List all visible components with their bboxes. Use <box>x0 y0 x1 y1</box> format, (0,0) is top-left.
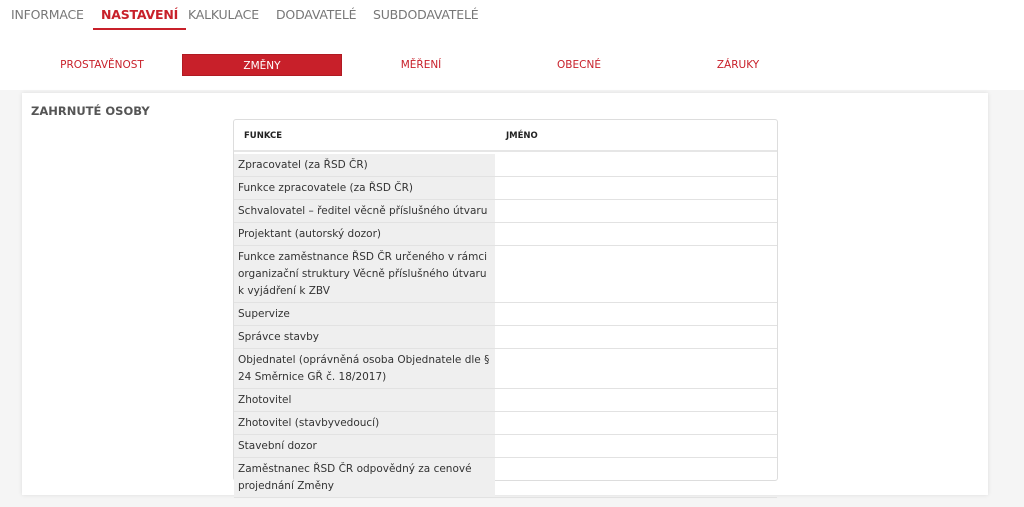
table-row <box>234 177 777 200</box>
cell-jmeno[interactable] <box>495 154 777 176</box>
cell-funkce: Schvalovatel – ředitel věcně příslušného útvaru <box>234 200 495 222</box>
table-row <box>234 223 777 246</box>
cell-jmeno[interactable] <box>495 326 777 348</box>
included-persons-card <box>22 93 988 495</box>
sub-nav <box>0 40 1024 90</box>
header-funkce: FUNKCE <box>244 131 283 141</box>
subtab-zaruky[interactable]: ZÁRUKY <box>716 59 760 71</box>
top-nav <box>0 0 1024 40</box>
header-jmeno: JMÉNO <box>506 131 538 141</box>
table-row <box>234 349 777 389</box>
table-row <box>234 200 777 223</box>
subtab-mereni[interactable]: MĚŘENÍ <box>400 59 442 71</box>
table-row <box>234 389 777 412</box>
persons-table <box>233 119 778 492</box>
table-header <box>234 120 777 152</box>
cell-jmeno[interactable] <box>495 200 777 222</box>
cell-jmeno[interactable] <box>495 412 777 434</box>
cell-jmeno[interactable] <box>495 349 777 388</box>
subtab-obecne[interactable]: OBECNÉ <box>557 59 601 71</box>
cell-jmeno[interactable] <box>495 389 777 411</box>
cell-jmeno[interactable] <box>495 246 777 302</box>
cell-funkce: Projektant (autorský dozor) <box>234 223 495 245</box>
cell-funkce: Zhotovitel <box>234 389 495 411</box>
table-row <box>234 154 777 177</box>
cell-funkce: Funkce zpracovatele (za ŘSD ČR) <box>234 177 495 199</box>
subtab-prostavenost[interactable]: PROSTAVĚNOST <box>60 59 144 71</box>
subtab-zmeny[interactable]: ZMĚNY <box>182 54 342 76</box>
table-row <box>234 458 777 498</box>
table-row <box>234 303 777 326</box>
section-title: ZAHRNUTÉ OSOBY <box>31 104 150 118</box>
tab-subdodavatele[interactable]: SUBDODAVATELÉ <box>373 7 479 22</box>
tab-kalkulace[interactable]: KALKULACE <box>188 7 259 22</box>
cell-funkce: Supervize <box>234 303 495 325</box>
tab-informace[interactable]: INFORMACE <box>11 7 84 22</box>
cell-funkce: Zpracovatel (za ŘSD ČR) <box>234 154 495 176</box>
cell-funkce: Zhotovitel (stavbyvedoucí) <box>234 412 495 434</box>
table-row <box>234 246 777 303</box>
table-row <box>234 435 777 458</box>
cell-funkce: Správce stavby <box>234 326 495 348</box>
cell-funkce: Stavební dozor <box>234 435 495 457</box>
table-row <box>234 326 777 349</box>
cell-funkce: Zaměstnanec ŘSD ČR odpovědný za cenové projednání Změny <box>234 458 495 497</box>
cell-funkce: Funkce zaměstnance ŘSD ČR určeného v rámci organizační struktury Věcně příslušného útvaru k vyjádření k ZBV <box>234 246 495 302</box>
cell-jmeno[interactable] <box>495 458 777 497</box>
tab-nastaveni[interactable]: NASTAVENÍ <box>93 7 186 30</box>
cell-jmeno[interactable] <box>495 435 777 457</box>
cell-jmeno[interactable] <box>495 303 777 325</box>
cell-jmeno[interactable] <box>495 223 777 245</box>
table-row <box>234 412 777 435</box>
tab-dodavatele[interactable]: DODAVATELÉ <box>276 7 357 22</box>
cell-jmeno[interactable] <box>495 177 777 199</box>
cell-funkce: Objednatel (oprávněná osoba Objednatele dle § 24 Směrnice GŘ č. 18/2017) <box>234 349 495 388</box>
